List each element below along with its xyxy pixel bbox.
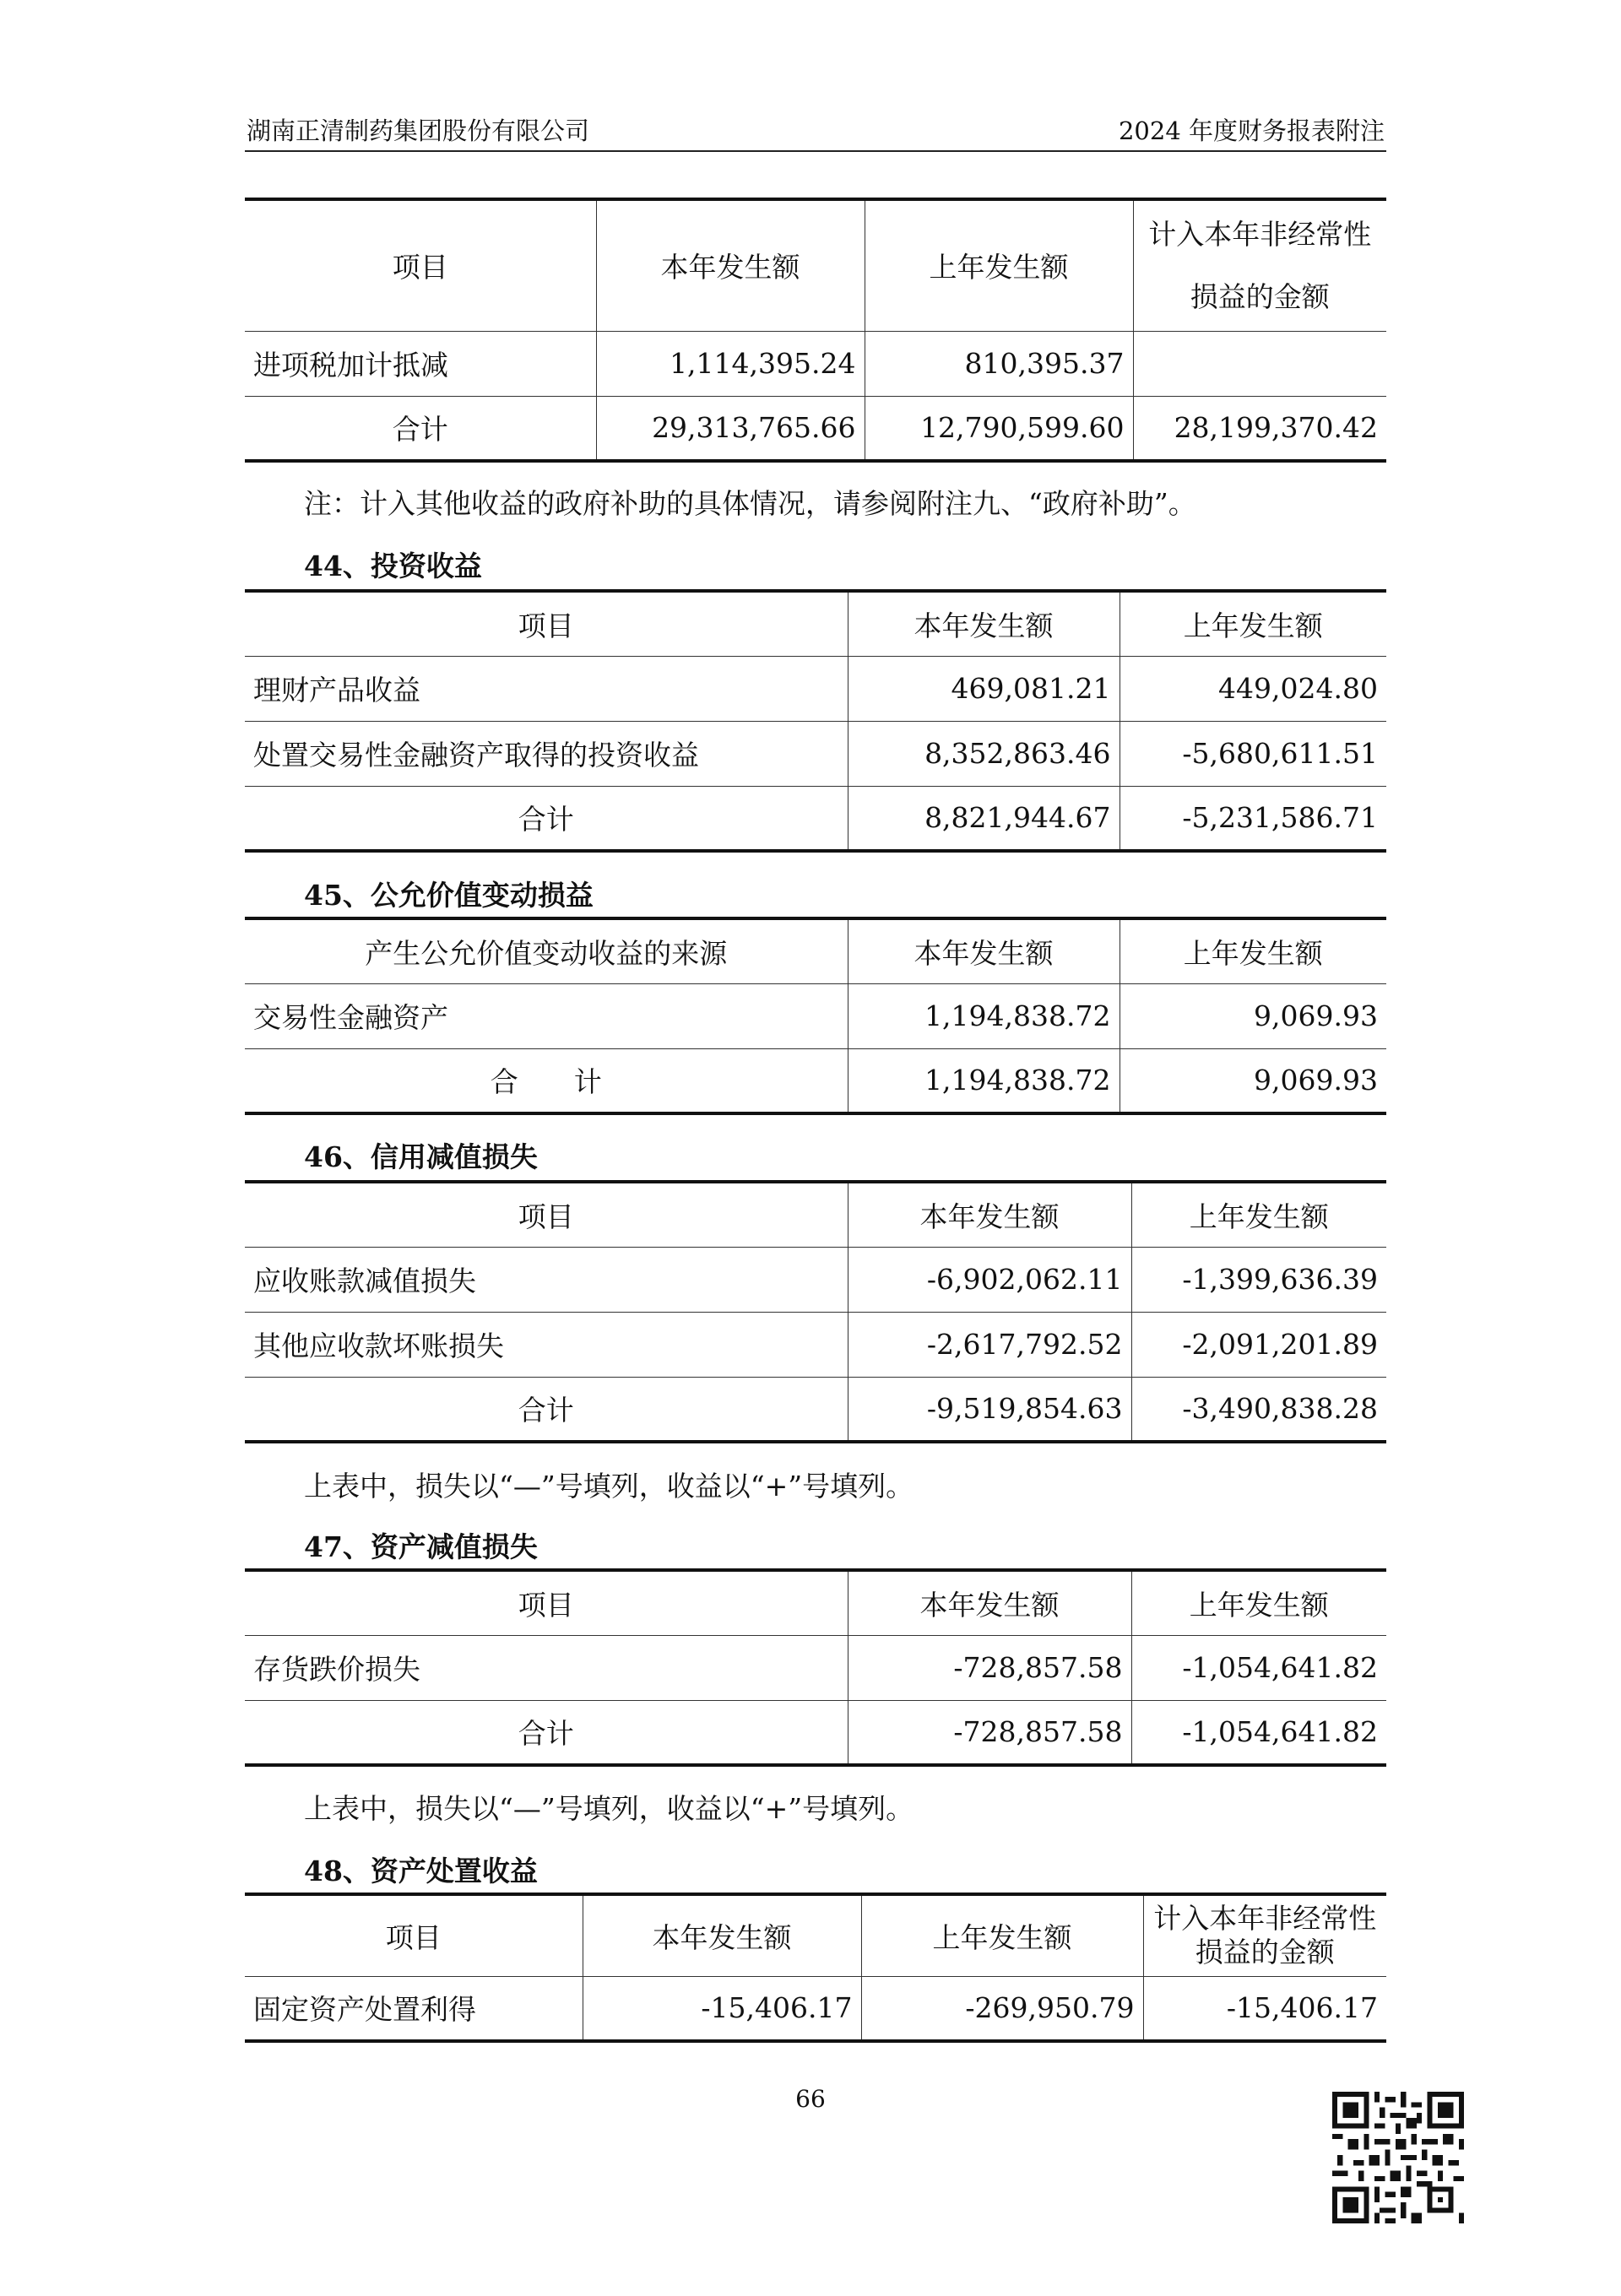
row-prior: -1,054,641.82 bbox=[1131, 1635, 1386, 1700]
row-item: 应收账款减值损失 bbox=[245, 1247, 848, 1312]
page-number: 66 bbox=[795, 2085, 826, 2113]
col-header-current: 本年发生额 bbox=[583, 1894, 861, 1976]
qr-code-icon bbox=[1332, 2092, 1464, 2223]
row-current: 1,114,395.24 bbox=[596, 331, 865, 396]
col-header-nonrecurring: 计入本年非经常性损益的金额 bbox=[1133, 199, 1386, 331]
page-header bbox=[245, 111, 1386, 152]
investment-income-table bbox=[245, 589, 1386, 853]
col-header-current: 本年发生额 bbox=[596, 199, 865, 331]
row-prior: -1,054,641.82 bbox=[1131, 1700, 1386, 1765]
col-header-source: 产生公允价值变动收益的来源 bbox=[245, 918, 848, 983]
table-row-total bbox=[245, 396, 1386, 461]
col-header-prior: 上年发生额 bbox=[1120, 918, 1386, 983]
company-name: 湖南正清制药集团股份有限公司 bbox=[247, 116, 590, 145]
col-header-current: 本年发生额 bbox=[848, 1570, 1131, 1635]
col-header-prior: 上年发生额 bbox=[1131, 1182, 1386, 1247]
other-income-table bbox=[245, 198, 1386, 463]
section-title-credit-impairment: 46、信用减值损失 bbox=[304, 1140, 538, 1173]
row-item: 合计 bbox=[245, 396, 596, 461]
row-prior: 449,024.80 bbox=[1120, 656, 1386, 721]
table-header-row bbox=[245, 591, 1386, 656]
table-row-total bbox=[245, 1377, 1386, 1442]
note-sign-convention-2: 上表中，损失以“—”号填列，收益以“+”号填列。 bbox=[304, 1792, 914, 1825]
table-row bbox=[245, 656, 1386, 721]
row-item: 固定资产处置利得 bbox=[245, 1976, 583, 2041]
asset-disposal-table bbox=[245, 1893, 1386, 2043]
table-row-total bbox=[245, 1048, 1386, 1113]
row-current: -2,617,792.52 bbox=[848, 1312, 1131, 1377]
section-title-asset-disposal: 48、资产处置收益 bbox=[304, 1855, 538, 1887]
row-current: 469,081.21 bbox=[848, 656, 1120, 721]
row-nonrecurring bbox=[1133, 331, 1386, 396]
row-current: 1,194,838.72 bbox=[848, 983, 1120, 1048]
col-header-current: 本年发生额 bbox=[848, 591, 1120, 656]
col-header-item: 项目 bbox=[245, 1182, 848, 1247]
row-nonrecurring: 28,199,370.42 bbox=[1133, 396, 1386, 461]
row-prior: -5,231,586.71 bbox=[1120, 786, 1386, 851]
table-row bbox=[245, 721, 1386, 786]
col-header-current: 本年发生额 bbox=[848, 918, 1120, 983]
row-current: -728,857.58 bbox=[848, 1700, 1131, 1765]
note-sign-convention: 上表中，损失以“—”号填列，收益以“+”号填列。 bbox=[304, 1470, 914, 1503]
row-prior: -2,091,201.89 bbox=[1131, 1312, 1386, 1377]
row-current: -728,857.58 bbox=[848, 1635, 1131, 1700]
row-item: 进项税加计抵减 bbox=[245, 331, 596, 396]
row-item: 交易性金融资产 bbox=[245, 983, 848, 1048]
row-current: -9,519,854.63 bbox=[848, 1377, 1131, 1442]
table-row bbox=[245, 983, 1386, 1048]
table-row bbox=[245, 1976, 1386, 2041]
row-item: 合计 bbox=[245, 1377, 848, 1442]
col-header-item: 项目 bbox=[245, 591, 848, 656]
row-current: -6,902,062.11 bbox=[848, 1247, 1131, 1312]
table-header-row bbox=[245, 1570, 1386, 1635]
col-header-item: 项目 bbox=[245, 199, 596, 331]
table-row bbox=[245, 1635, 1386, 1700]
table-row-total bbox=[245, 786, 1386, 851]
credit-impairment-table bbox=[245, 1180, 1386, 1443]
row-item: 合 计 bbox=[245, 1048, 848, 1113]
col-header-prior: 上年发生额 bbox=[1131, 1570, 1386, 1635]
row-item: 存货跌价损失 bbox=[245, 1635, 848, 1700]
col-header-prior: 上年发生额 bbox=[1120, 591, 1386, 656]
row-item: 合计 bbox=[245, 786, 848, 851]
col-header-prior: 上年发生额 bbox=[865, 199, 1133, 331]
row-current: -15,406.17 bbox=[583, 1976, 861, 2041]
table-header-row bbox=[245, 1182, 1386, 1247]
asset-impairment-table bbox=[245, 1568, 1386, 1767]
table-row bbox=[245, 1247, 1386, 1312]
row-current: 8,821,944.67 bbox=[848, 786, 1120, 851]
row-item: 理财产品收益 bbox=[245, 656, 848, 721]
table-header-row bbox=[245, 1894, 1386, 1976]
table-header-row bbox=[245, 199, 1386, 331]
row-item: 处置交易性金融资产取得的投资收益 bbox=[245, 721, 848, 786]
report-title: 2024 年度财务报表附注 bbox=[1118, 116, 1385, 145]
section-title-investment-income: 44、投资收益 bbox=[304, 550, 482, 582]
fair-value-table bbox=[245, 917, 1386, 1115]
row-item: 合计 bbox=[245, 1700, 848, 1765]
col-header-current: 本年发生额 bbox=[848, 1182, 1131, 1247]
row-current: 1,194,838.72 bbox=[848, 1048, 1120, 1113]
row-prior: -3,490,838.28 bbox=[1131, 1377, 1386, 1442]
table-row-total bbox=[245, 1700, 1386, 1765]
row-prior: 9,069.93 bbox=[1120, 1048, 1386, 1113]
row-current: 8,352,863.46 bbox=[848, 721, 1120, 786]
table-header-row bbox=[245, 918, 1386, 983]
col-header-prior: 上年发生额 bbox=[861, 1894, 1143, 1976]
col-header-item: 项目 bbox=[245, 1894, 583, 1976]
section-title-fair-value: 45、公允价值变动损益 bbox=[304, 879, 594, 912]
row-item: 其他应收款坏账损失 bbox=[245, 1312, 848, 1377]
table-row bbox=[245, 1312, 1386, 1377]
row-prior: -269,950.79 bbox=[861, 1976, 1143, 2041]
note-government-grant: 注：计入其他收益的政府补助的具体情况，请参阅附注九、“政府补助”。 bbox=[304, 487, 1196, 520]
row-prior: -1,399,636.39 bbox=[1131, 1247, 1386, 1312]
row-prior: 9,069.93 bbox=[1120, 983, 1386, 1048]
row-prior: -5,680,611.51 bbox=[1120, 721, 1386, 786]
col-header-nonrecurring: 计入本年非经常性损益的金额 bbox=[1143, 1894, 1386, 1976]
row-prior: 810,395.37 bbox=[865, 331, 1133, 396]
row-nonrecurring: -15,406.17 bbox=[1143, 1976, 1386, 2041]
row-current: 29,313,765.66 bbox=[596, 396, 865, 461]
col-header-item: 项目 bbox=[245, 1570, 848, 1635]
row-prior: 12,790,599.60 bbox=[865, 396, 1133, 461]
table-row bbox=[245, 331, 1386, 396]
section-title-asset-impairment: 47、资产减值损失 bbox=[304, 1530, 538, 1563]
